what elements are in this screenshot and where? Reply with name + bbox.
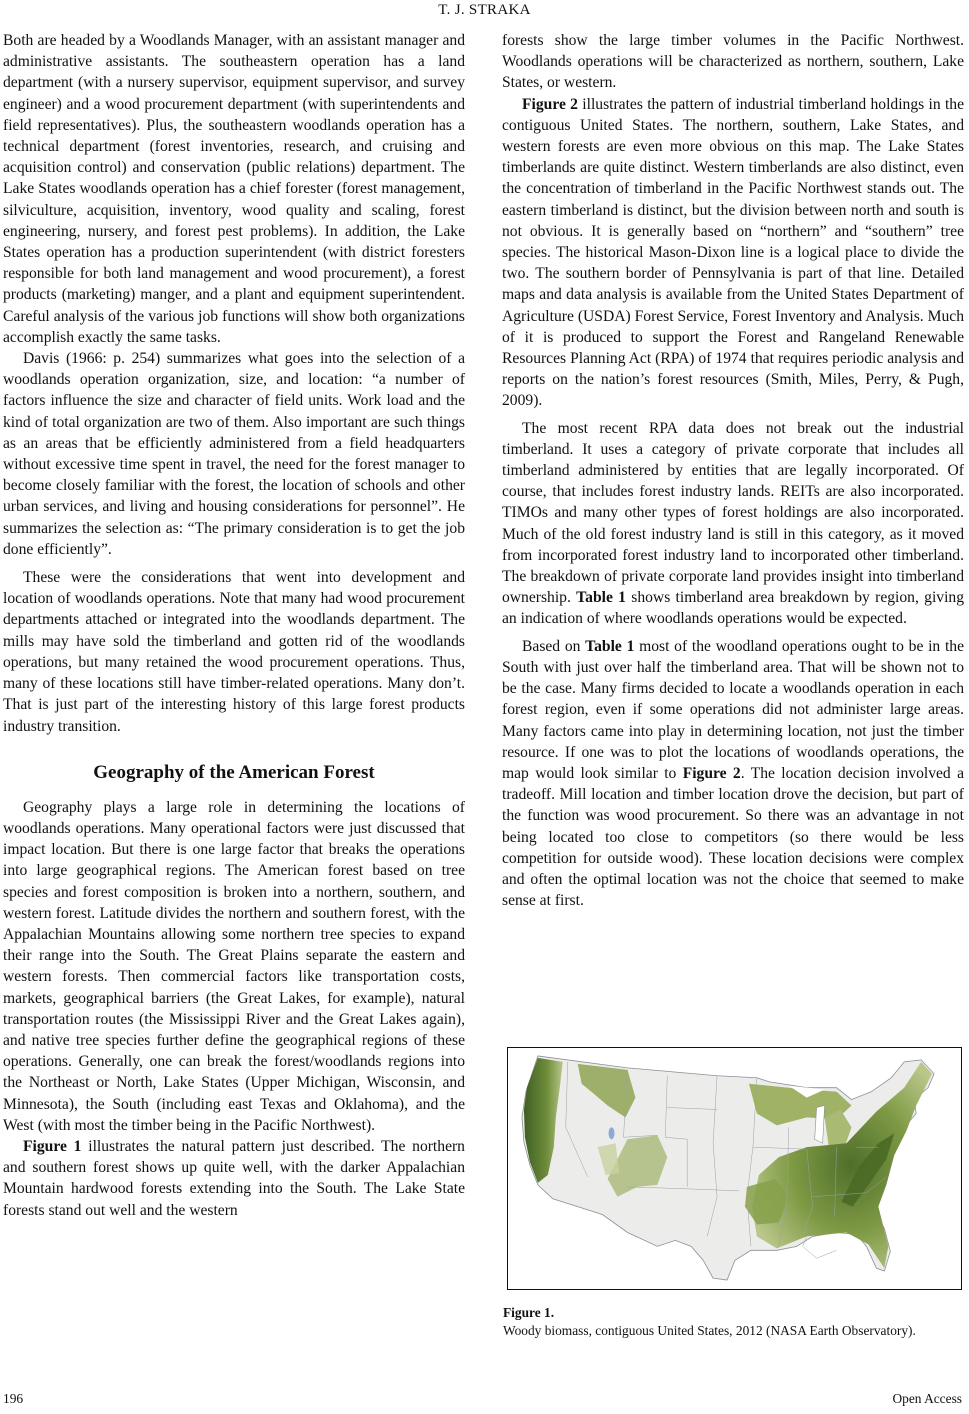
page-number: 196 bbox=[3, 1391, 24, 1406]
figure-reference: Figure 2 bbox=[522, 95, 578, 113]
paragraph-text: . The location decision involved a tradeoff. Mill location and timber location drove the decision, but part of the function was wood procurement. So there was an advantage in not being located too close to competitors (so there would be less competition for outside wood). These location decisions were complex and often the optimal location was not the choice that seemed to make sense at first. bbox=[502, 764, 964, 910]
paragraph-text: The most recent RPA data does not break out the industrial timberland. It uses a category of private corporate that includes all timberland administered by entities that are legally incorporated. Of course, that includes forest industry lands. REITs are also incorporated. TIMOs and many other types of forest holdings are also incorporated. Much of the old forest industry land is still in this category, as it moved from incorporated forest industry land to incorporated other timberland. The breakdown of private corporate land provides insight into timberland ownership. bbox=[502, 419, 964, 607]
paragraph: Davis (1966: p. 254) summarizes what goes into the selection of a woodlands operation organization, size, and location: “a number of factors influence the size and character of field units. Work load and the kind of total organization are two of them. Also important are such things as an areas that be efficiently administered from a field headquarters without excessive time spent in travel, the need for the forest manager to become closely familiar with the forest, the location of schools and other urban services, and living and housing considerations for personnel”. He summarizes the selection as: “The primary consideration is to get the job done efficiently”. bbox=[3, 350, 465, 558]
paragraph: forests show the large timber volumes in the Pacific Northwest. Woodlands operations will be characterized as northern, southern, Lake States, or western. bbox=[502, 32, 964, 92]
figure-label: Figure 1. bbox=[503, 1305, 555, 1320]
great-salt-lake bbox=[609, 1127, 615, 1139]
paragraph-text: most of the woodland operations ought to be in the South with just over half the timberland area. That will be shown not to be the case. Many firms decided to locate a woodlands operation in each forest region, even if some operations did not administer large areas. Many factors came into play in determining location, not just the timber resource. If one was to plot the locations of woodlands operations, the map would look similar to bbox=[502, 637, 964, 782]
figure-reference: Figure 2 bbox=[682, 764, 741, 782]
figure-reference: Figure 1 bbox=[23, 1137, 82, 1155]
paragraph bbox=[502, 94, 964, 412]
paragraph-text: Based on bbox=[522, 637, 586, 655]
paragraph-text: shows timberland area breakdown by region, giving an indication of where woodlands operations would be expected. bbox=[502, 589, 965, 628]
paragraph: Both are headed by a Woodlands Manager, with an assistant manager and administrative assistants. The southeastern operation has a land department (with a nursery supervisor, equipment supervisor, and survey engineer) and a wood procurement department (with superintendents and field representatives). Plus, the southeastern woodlands operation has a technical department (forest inventories, research, and cruising and acquisition control) and conservation (public relations) department. The Lake States woodlands operation has a chief forester (forest management, silviculture, acquisition, inventory, wood quality and scaling, forest engineering, nursery, and forest pest problems). In addition, the Lake States operation has a production superintendent (with district foresters responsible for both land management and wood procurement), a forest products (marketing) manger, and a plant and equipment superintendent. Careful analysis of the various job functions will show both organizations accomplish exactly the same tasks. bbox=[3, 32, 465, 346]
running-head: T. J. STRAKA bbox=[438, 2, 531, 18]
lake-michigan bbox=[815, 1106, 825, 1144]
figure-caption-text: Woody biomass, contiguous United States, 2012 (NASA Earth Observatory). bbox=[503, 1323, 916, 1338]
us-biomass-map bbox=[508, 1048, 961, 1289]
table-reference: Table 1 bbox=[585, 637, 635, 655]
paragraph bbox=[502, 636, 964, 912]
paragraph bbox=[3, 1136, 465, 1221]
figure-caption bbox=[503, 1304, 961, 1340]
paragraph: Geography plays a large role in determining the locations of woodlands operations. Many operational factors were just discussed that impact location. But there is one large factor that breaks the operations into large geographical regions. The American forest based on tree species and forest composition is broken into a northern, southern, and western forest. Latitude divides the northern and southern forest, with the Appalachian Mountains allowing some northern tree species to expand their range into the South. The Great Plains separate the eastern and western forests. Then commercial factors like transportation costs, markets, geographical barriers (the Great Lakes, for example), natural transportation routes (the Mississippi River and the Great Lakes again), and native tree species further define the geographical regions of these operations. Generally, one can break the forest/woodlands regions into the Northeast or North, Lake States (Upper Michigan, Wisconsin, and Minnesota), the South (including east Texas and Oklahoma), and the West (with most the timber being in the Pacific Northwest). bbox=[3, 798, 465, 1134]
paragraph-text: illustrates the pattern of industrial timberland holdings in the contiguous United States. The northern, southern, Lake States, and western forests are even more obvious on this map. The Lake States timberlands are quite distinct. Western timberlands are also distinct, even the concentration of timberland in the Pacific Northwest stands out. The eastern timberland is distinct, but the division between north and south is not obvious. It is generally based on “northern” and “southern” tree species. The historical Mason-Dixon line is a logical place to divide the two. The southern border of Pennsylvania is part of that line. Detailed maps and data analysis is available from the United States Department of Agriculture (USDA) Forest Service, Forest Inventory and Analysis. Much of it is produced to support the Forest and Rangeland Renewable Resources Planning Act (RPA) of 1974 that requires periodic analysis and reports on the nation’s forest resources (Smith, Miles, Perry, & Pugh, 2009). bbox=[502, 95, 964, 410]
figure-1-map bbox=[507, 1047, 962, 1290]
paragraph-text: illustrates the natural pattern just described. The northern and southern forest shows up quite well, with the darker Appalachian Mountain hardwood forests extending into the South. The Lake State forests stand out well and the western bbox=[3, 1137, 465, 1219]
paragraph: These were the considerations that went into development and location of woodlands operations. Note that many had wood procurement departments attached or integrated into the woodlands department. The mills may have sold the timberland and gotten rid of the woodlands operations, but many retained the wood procurement operations. Thus, many of these locations still have timber-related operations. Many don’t. That is just part of the interesting history of this large forest products industry transition. bbox=[3, 569, 465, 735]
table-reference: Table 1 bbox=[576, 589, 626, 607]
right-column bbox=[502, 30, 964, 911]
left-column bbox=[3, 30, 465, 1221]
paragraph bbox=[502, 418, 964, 630]
section-heading: Geography of the American Forest bbox=[93, 761, 375, 783]
open-access-label: Open Access bbox=[892, 1391, 962, 1406]
